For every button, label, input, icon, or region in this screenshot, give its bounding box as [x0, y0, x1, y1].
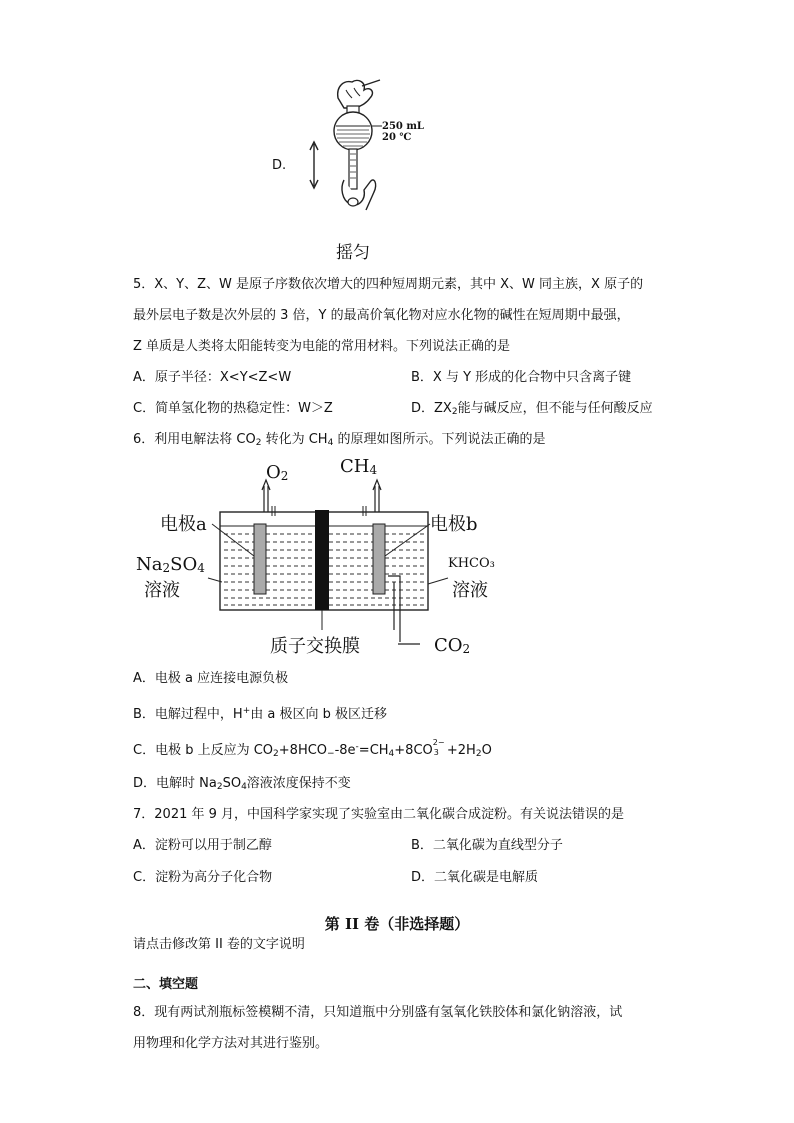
- part-two-title: 第 II 卷（非选择题）: [324, 915, 470, 933]
- electrode-a-label: 电极a: [160, 514, 207, 535]
- q6-option-c: C．电极 b 上反应为 $CO_2+8HCO_--8e^-=CH_4+8CO$ 2− 3 $+2H_2O$: [133, 738, 492, 759]
- q5-stem-line1: 5．X、Y、Z、W 是原子序数依次增大的四种短周期元素，其中 X、W 同主族，X 原子的: [133, 277, 644, 292]
- khco3-label: KHCO₃: [448, 556, 495, 571]
- part-two-note: 请点击修改第 II 卷的文字说明: [133, 937, 305, 952]
- section-title: 二、填空题: [133, 977, 199, 992]
- q5-stem-line3: Z 单质是人类将太阳能转变为电能的常用材料。下列说法正确的是: [133, 339, 511, 354]
- q4-option-d-label: D.: [272, 158, 287, 173]
- q5-option-d: D．$ZX_2$能与碱反应，但不能与任何酸反应: [411, 401, 653, 417]
- figure-caption: 摇匀: [336, 243, 370, 263]
- o2-label: O2: [266, 462, 289, 483]
- q5-stem-line2: 最外层电子数是次外层的 3 倍，Y 的最高价氧化物对应水化物的碱性在短周期中最强，: [133, 308, 630, 323]
- q7-option-a: A．淀粉可以用于制乙醇: [133, 838, 272, 853]
- flask-temp-label: 20 ℃: [382, 132, 412, 143]
- q8-line2: 用物理和化学方法对其进行鉴别。: [133, 1036, 329, 1051]
- right-solution-label: 溶液: [452, 580, 488, 601]
- membrane-label: 质子交换膜: [270, 636, 360, 657]
- left-solution-label: 溶液: [144, 580, 180, 601]
- q5-option-a: A．原子半径：X<Y<Z<W: [133, 370, 292, 385]
- q6-option-d: D．电解时 $Na_2SO_4$溶液浓度保持不变: [133, 776, 351, 792]
- flask-volume-label: 250 mL: [382, 121, 424, 132]
- q7-option-c: C．淀粉为高分子化合物: [133, 870, 273, 885]
- q6-option-a: A．电极 a 应连接电源负极: [133, 671, 289, 686]
- q7-option-b: B．二氧化碳为直线型分子: [411, 838, 563, 853]
- q8-line1: 8．现有两试剂瓶标签模糊不清，只知道瓶中分别盛有氢氧化铁胶体和氯化钠溶液，试: [133, 1005, 623, 1020]
- q6-option-b: B．电解过程中，H+由 a 极区向 b 极区迁移: [133, 706, 387, 722]
- co2-label: CO2: [434, 635, 471, 656]
- q7-stem: 7．2021 年 9 月，中国科学家实现了实验室由二氧化碳合成淀粉。有关说法错误的是: [133, 807, 625, 822]
- na2so4-label: Na2SO4: [136, 554, 205, 575]
- ch4-label: CH4: [340, 456, 378, 477]
- q6-stem: 6．利用电解法将 $CO_2$ 转化为 $CH_4$ 的原理如图所示。下列说法正确的是: [133, 432, 546, 448]
- q7-option-d: D．二氧化碳是电解质: [411, 870, 539, 885]
- q5-option-c: C．简单氢化物的热稳定性：W＞Z: [133, 401, 333, 416]
- volumetric-flask-shaking-figure: [300, 76, 410, 224]
- q5-option-b: B．X 与 Y 形成的化合物中只含离子键: [411, 370, 632, 385]
- electrode-b-label: 电极b: [430, 514, 478, 535]
